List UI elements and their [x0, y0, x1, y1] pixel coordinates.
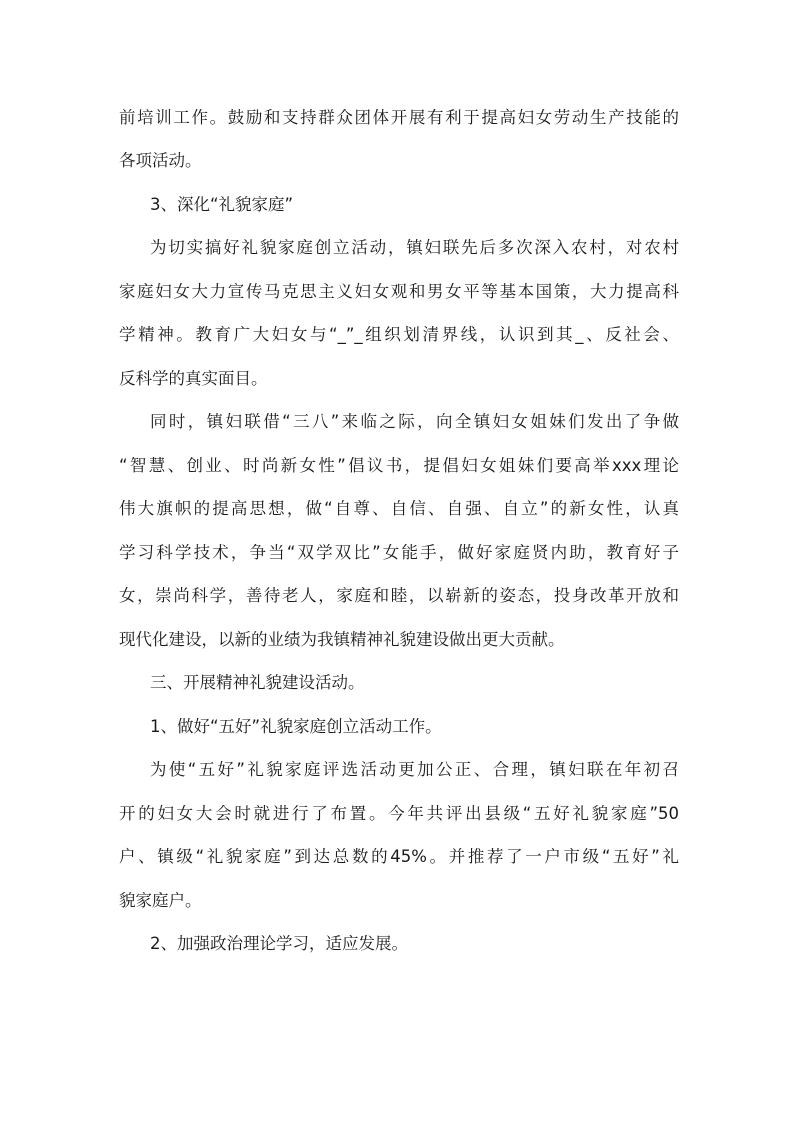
- paragraph-line: 开的妇女大会时就进行了布置。今年共评出县级“五好礼貌家庭”50: [119, 804, 679, 823]
- section-heading: 1、做好“五好”礼貌家庭创立活动工作。: [150, 717, 442, 736]
- paragraph-line: 貌家庭户。: [119, 891, 202, 910]
- paragraph-line: 家庭妇女大力宣传马克思主义妇女观和男女平等基本国策，大力提高科: [119, 282, 679, 301]
- paragraph-line: 反科学的真实面目。: [119, 369, 268, 388]
- paragraph-line: 前培训工作。鼓励和支持群众团体开展有利于提高妇女劳动生产技能的: [119, 108, 679, 127]
- paragraph-line: 学精神。教育广大妇女与“_”_组织划清界线，认识到其_、反社会、: [119, 325, 679, 344]
- paragraph-line: “智慧、创业、时尚新女性”倡议书，提倡妇女姐妹们要高举xxx理论: [119, 456, 679, 475]
- paragraph-line: 学习科学技术，争当“双学双比”女能手，做好家庭贤内助，教育好子: [119, 543, 679, 562]
- paragraph-line: 户、镇级“礼貌家庭”到达总数的45%。并推荐了一户市级“五好”礼: [119, 847, 679, 866]
- paragraph-line: 女，崇尚科学，善待老人，家庭和睦，以崭新的姿态，投身改革开放和: [119, 586, 679, 605]
- section-heading: 三、开展精神礼貌建设活动。: [150, 673, 365, 692]
- paragraph-line: 伟大旗帜的提高思想，做“自尊、自信、自强、自立”的新女性，认真: [119, 499, 679, 518]
- paragraph-line: 现代化建设，以新的业绩为我镇精神礼貌建设做出更大贡献。: [119, 630, 565, 649]
- paragraph-line: 同时，镇妇联借“三八”来临之际，向全镇妇女姐妹们发出了争做: [150, 412, 679, 431]
- section-heading: 3、深化“礼貌家庭”: [150, 195, 294, 214]
- section-heading: 2、加强政治理论学习，适应发展。: [150, 934, 408, 953]
- paragraph-line: 为切实搞好礼貌家庭创立活动，镇妇联先后多次深入农村，对农村: [150, 238, 679, 257]
- paragraph-line: 为使“五好”礼貌家庭评选活动更加公正、合理，镇妇联在年初召: [150, 760, 679, 779]
- paragraph-line: 各项活动。: [119, 151, 202, 170]
